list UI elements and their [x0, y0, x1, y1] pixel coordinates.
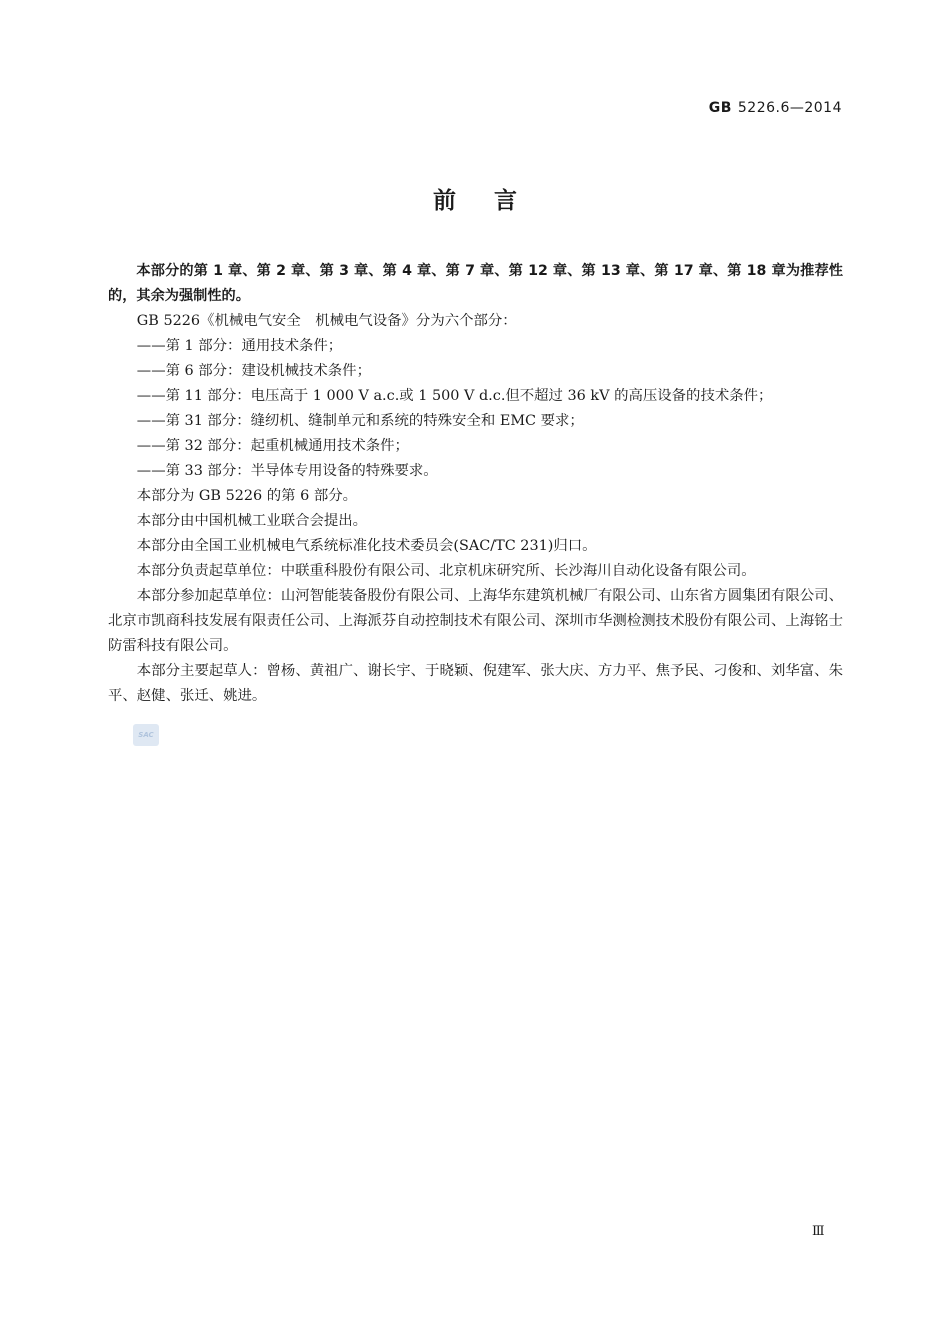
paragraph-proposed-by: 本部分由中国机械工业联合会提出。: [136, 513, 368, 529]
standard-number: 5226.6—2014: [737, 100, 842, 116]
page-title: 前言: [433, 188, 555, 214]
paragraph-centralized-by: 本部分由全国工业机械电气系统标准化技术委员会(SAC/TC 231)归口。: [136, 538, 597, 554]
list-item-part-1: ——第 1 部分：通用技术条件；: [136, 338, 343, 354]
list-item-part-31: ——第 31 部分：缝纫机、缝制单元和系统的特殊安全和 EMC 要求；: [136, 413, 584, 429]
paragraph-main-drafters: 本部分主要起草人：曾杨、黄祖广、谢长宇、于晓颖、倪建军、张大庆、方力平、焦予民、刁俊和、刘华富、朱平、赵健、张迁、姚进。: [108, 663, 843, 704]
page-number: Ⅲ: [812, 1224, 825, 1239]
list-item-part-11: ——第 11 部分：电压高于 1 000 V a.c.或 1 500 V d.c.但不超过 36 kV 的高压设备的技术条件；: [136, 388, 773, 404]
paragraph-parts-intro: GB 5226《机械电气安全 机械电气设备》分为六个部分：: [136, 313, 517, 329]
paragraph-lead-drafters: 本部分负责起草单位：中联重科股份有限公司、北京机床研究所、长沙海川自动化设备有限公司。: [136, 563, 756, 579]
paragraph-part-number: 本部分为 GB 5226 的第 6 部分。: [136, 488, 358, 504]
foreword-body: [108, 259, 843, 709]
list-item-part-6: ——第 6 部分：建设机械技术条件；: [136, 363, 371, 379]
paragraph-scope: 本部分的第 1 章、第 2 章、第 3 章、第 4 章、第 7 章、第 12 章、第 13 章、第 17 章、第 18 章为推荐性的，其余为强制性的。: [108, 263, 843, 304]
standard-code: [709, 100, 842, 116]
standard-prefix: GB: [708, 100, 732, 116]
list-item-part-33: ——第 33 部分：半导体专用设备的特殊要求。: [136, 463, 438, 479]
paragraph-participating-drafters: 本部分参加起草单位：山河智能装备股份有限公司、上海华东建筑机械厂有限公司、山东省方圆集团有限公司、北京市凯商科技发展有限责任公司、上海派芬自动控制技术有限公司、深圳市华测检测技术股份有限公司、上海铭士防雷科技有限公司。: [108, 588, 843, 654]
sac-watermark-logo: SAC: [133, 724, 159, 746]
list-item-part-32: ——第 32 部分：起重机械通用技术条件；: [136, 438, 409, 454]
